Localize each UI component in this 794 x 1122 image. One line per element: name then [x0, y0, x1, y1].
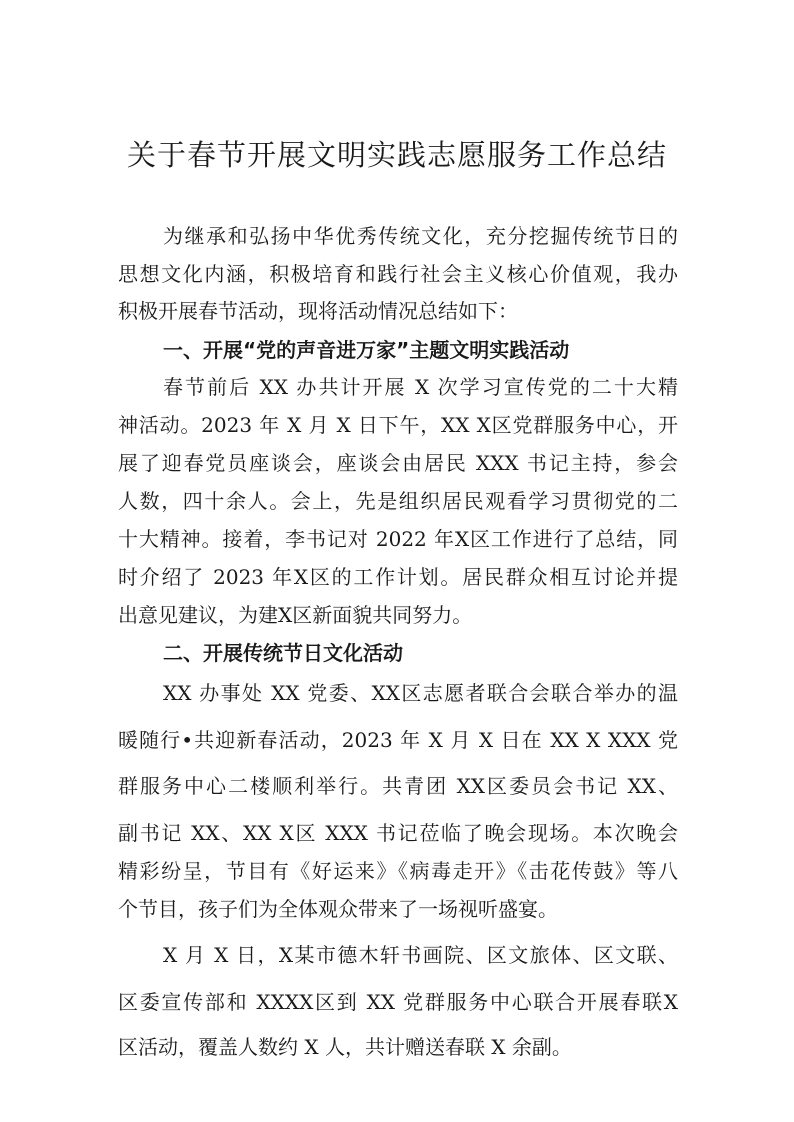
body-line: 春节前后 XX 办共计开展 X 次学习宣传党的二十大精 [163, 375, 678, 399]
intro-line: 思想文化内涵，积极培育和践行社会主义核心价值观，我办 [118, 262, 678, 286]
section-heading: 二、开展传统节日文化活动 [163, 641, 403, 665]
body-line: XX 办事处 XX 党委、XX区志愿者联合会联合举办的温 [163, 681, 678, 705]
body-line: 群服务中心二楼顺利举行。共青团 XX区委员会书记 XX、 [118, 774, 678, 798]
body-line: 精彩纷呈，节目有《好运来》《病毒走开》《击花传鼓》等八 [118, 859, 678, 883]
body-line: 展了迎春党员座谈会，座谈会由居民 XXX 书记主持，参会 [118, 451, 678, 475]
body-line: 十大精神。接着，李书记对 2022 年X区工作进行了总结，同 [118, 527, 678, 551]
section-heading: 一、开展“党的声音进万家”主题文明实践活动 [163, 338, 570, 362]
body-line: 个节目，孩子们为全体观众带来了一场视听盛宴。 [118, 897, 558, 921]
body-line: 人数，四十余人。会上，先是组织居民观看学习贯彻党的二 [118, 489, 678, 513]
body-line: 出意见建议，为建X区新面貌共同努力。 [118, 603, 473, 627]
body-line: 区活动，覆盖人数约 X 人，共计赠送春联 X 余副。 [118, 1035, 572, 1059]
intro-line: 积极开展春节活动，现将活动情况总结如下： [118, 299, 518, 323]
body-line: X 月 X 日，X某市德木轩书画院、区文旅体、区文联、 [163, 943, 678, 967]
body-line: 区委宣传部和 XXXX区到 XX 党群服务中心联合开展春联X [118, 990, 678, 1014]
intro-line: 为继承和弘扬中华优秀传统文化，充分挖掘传统节日的 [163, 224, 678, 248]
body-line: 暖随行•共迎新春活动，2023 年 X 月 X 日在 XX X XXX 党 [118, 728, 678, 752]
document-title: 关于春节开展文明实践志愿服务工作总结 [126, 138, 667, 172]
body-line: 时介绍了 2023 年X区的工作计划。居民群众相互讨论并提 [118, 565, 678, 589]
body-line: 副书记 XX、XX X区 XXX 书记莅临了晚会现场。本次晚会 [118, 821, 678, 845]
body-line: 神活动。2023 年 X 月 X 日下午，XX X区党群服务中心，开 [118, 413, 678, 437]
